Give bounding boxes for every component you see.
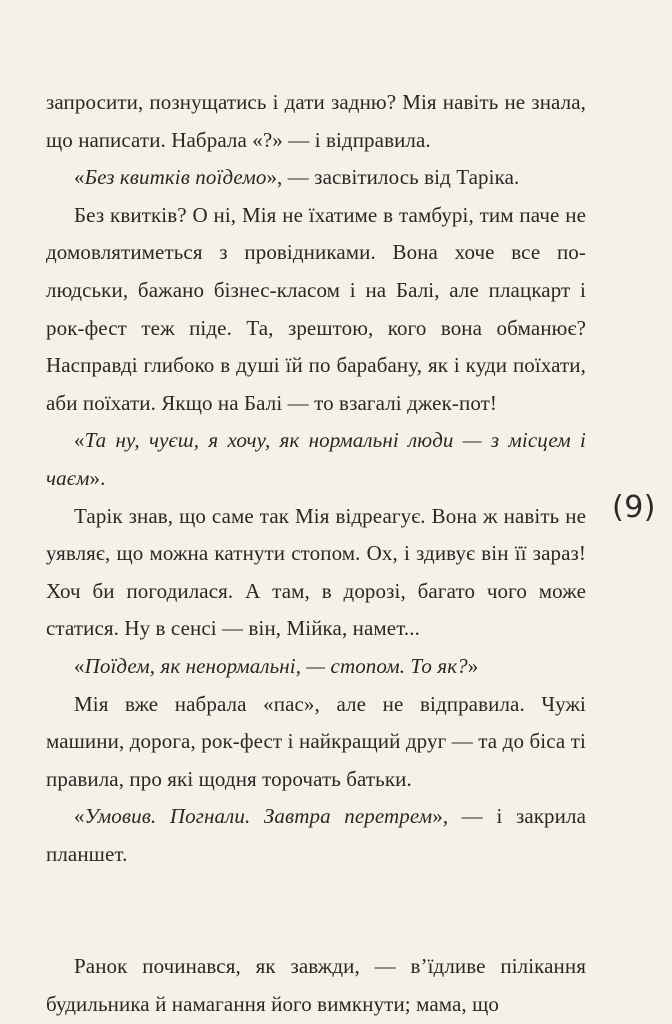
text-run: », — засвітилось від Таріка. [266,165,520,190]
text-run: « [74,428,85,453]
message-text: Без квитків поїдемо [84,165,267,190]
message-text: Та ну, чуєш, я хочу, як нормальні люди — з місцем і чаєм [46,428,586,490]
text-run: Мія вже набрала «пас», але не відправила. Чужі машини, дорога, рок-фест і найкращий друг — та до біса ті правила, про які щодня торочать батьки. [46,691,586,791]
text-run: « [74,653,85,678]
paragraph [46,948,586,1023]
text-run: Тарік знав, що саме так Мія відреагує. Вона ж навіть не уявляє, що можна катнути стопом. Ох, і здивує він її зараз! Хоч би погодилася. А там, в дорозі, багато чого може статися. Ну в сенсі — він, Мійка, намет... [46,503,586,641]
paragraph-message [46,159,586,197]
text-run: « [74,804,85,829]
paragraph-continuation [46,84,586,159]
paragraph-message [46,648,586,686]
paragraph [46,498,586,648]
message-text: Поїдем, як ненормальні, — стопом. То як? [84,653,468,678]
text-run: ». [89,465,106,490]
text-run: Ранок починався, як завжди, — в’їдливе пілікання будильника й намагання його вимкнути; мама, що [46,954,586,1017]
text-run: запросити, познущатись і дати задню? Мія навіть не знала, що написати. Набрала «?» — і відправила. [46,90,586,152]
paragraph-message [46,422,586,497]
page-text [46,84,586,1024]
text-run: « [74,165,85,190]
message-text: Умовив. Погнали. Завтра перетрем [84,804,433,829]
paragraph-message [46,798,586,873]
text-run: » [467,653,479,678]
paragraph [46,686,586,799]
paragraph [46,197,586,423]
page-number: (9) [612,490,656,525]
text-run: », — і закрила планшет. [46,804,586,866]
section-break [46,873,586,948]
text-run: Без квитків? О ні, Мія не їхатиме в тамбурі, тим паче не домовлятиметься з провідниками. Вона хоче все по-людськи, бажано бізнес-класом і на Балі, але плацкарт і рок-фест теж піде. Та, зрештою, кого вона обманює? Насправді глибоко в душі їй по барабану, як і куди поїхати, аби поїхати. Якщо на Балі — то взагалі джек-пот! [46,202,586,415]
